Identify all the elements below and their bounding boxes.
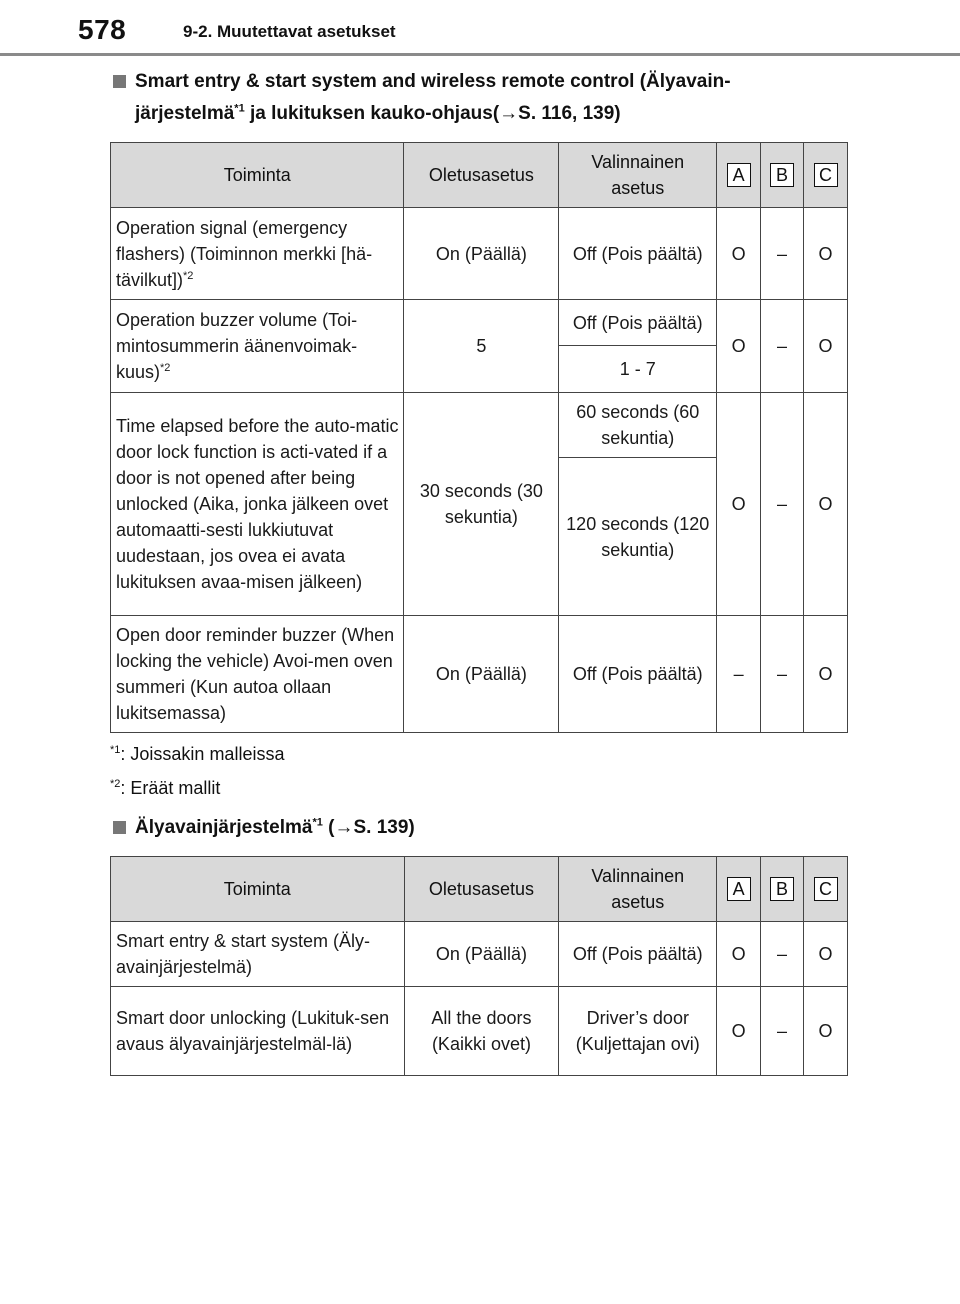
heading2-pre: Älyavainjärjestelmä — [135, 817, 313, 838]
cell-a: – — [717, 616, 761, 733]
footnote-mark: *2 — [110, 778, 121, 790]
cell-function: Open door reminder buzzer (When locking the vehicle) Avoi-men oven summeri (Kun autoa ollaan lukitsemassa) — [111, 616, 404, 733]
table-row — [111, 208, 848, 300]
cell-optional: Off (Pois päältä) — [559, 616, 717, 733]
bullet-square-icon — [113, 75, 126, 88]
label-c: C — [814, 163, 838, 187]
table-row — [111, 616, 848, 733]
cell-optional: 1 - 7 — [559, 346, 717, 393]
footnote-text: : Eräät mallit — [120, 778, 221, 798]
section-title: 9-2. Muutettavat asetukset — [183, 22, 396, 41]
col-header-default: Oletusasetus — [404, 857, 559, 922]
cell-a: O — [717, 300, 761, 393]
function-text: Operation signal (emergency flashers) (Toiminnon merkki [hä-tävilkut]) — [116, 217, 373, 290]
table-row — [111, 393, 848, 458]
cell-c: O — [804, 393, 848, 616]
col-header-function: Toiminta — [111, 857, 405, 922]
cell-b: – — [761, 300, 804, 393]
table-row — [111, 300, 848, 346]
cell-b: – — [761, 616, 804, 733]
cell-c: O — [804, 922, 848, 987]
col-header-function: Toiminta — [111, 143, 404, 208]
cell-default: 5 — [404, 300, 559, 393]
heading-line2-pre: järjestelmä — [135, 103, 235, 124]
heading2-post: (→S. 139) — [322, 817, 415, 838]
col-header-a — [717, 143, 761, 208]
cell-c: O — [804, 987, 848, 1076]
col-header-c — [804, 143, 848, 208]
cell-a: O — [717, 393, 761, 616]
footnote-ref: *2 — [160, 362, 171, 374]
heading-smart-entry — [113, 66, 731, 130]
cell-b: – — [761, 393, 804, 616]
cell-a: O — [717, 208, 761, 300]
col-header-a — [717, 857, 761, 922]
table-row — [111, 987, 848, 1076]
col-header-b — [761, 857, 804, 922]
cell-optional: 120 seconds (120 sekuntia) — [559, 458, 717, 616]
cell-c: O — [804, 208, 848, 300]
cell-a: O — [717, 987, 761, 1076]
footnote-ref: *1 — [234, 102, 245, 115]
footnote-mark: *1 — [110, 744, 121, 756]
cell-b: – — [761, 922, 804, 987]
heading-line2-post: ja lukituksen kauko-ohjaus(→S. 116, 139) — [244, 103, 621, 124]
col-header-b — [761, 143, 804, 208]
cell-function: Smart door unlocking (Lukituk-sen avaus älyavainjärjestelmäl-lä) — [111, 987, 405, 1076]
cell-a: O — [717, 922, 761, 987]
cell-default: On (Päällä) — [404, 922, 559, 987]
footnote-ref: *2 — [183, 269, 194, 282]
function-text: Operation buzzer volume (Toi-mintosummerin äänenvoimak-kuus) — [116, 310, 358, 382]
cell-c: O — [804, 616, 848, 733]
col-header-c — [804, 857, 848, 922]
heading-smart-key — [113, 812, 415, 844]
cell-optional: Off (Pois päältä) — [559, 300, 717, 346]
table-row — [111, 922, 848, 987]
cell-b: – — [761, 208, 804, 300]
label-a: A — [727, 877, 751, 901]
cell-b: – — [761, 987, 804, 1076]
col-header-default: Oletusasetus — [404, 143, 559, 208]
cell-function: Time elapsed before the auto-matic door lock function is acti-vated if a door is not opened after being unlocked (Aika, jonka jälkeen ovet automaatti-sesti lukkiutuvat uudestaan, jos ovea ei avata lukituksen avaa-misen jälkeen) — [111, 393, 404, 616]
heading-line2 — [113, 98, 731, 130]
footnote-ref: *1 — [312, 816, 323, 829]
col-header-optional: Valinnainen asetus — [559, 143, 717, 208]
col-header-optional: Valinnainen asetus — [559, 857, 717, 922]
page-number: 578 — [78, 14, 127, 45]
bullet-square-icon — [113, 821, 126, 834]
cell-default: On (Päällä) — [404, 208, 559, 300]
cell-c: O — [804, 300, 848, 393]
table-header-row — [111, 143, 848, 208]
table-header-row — [111, 857, 848, 922]
footnote-2 — [110, 778, 220, 799]
label-a: A — [727, 163, 751, 187]
cell-optional: Off (Pois päältä) — [559, 922, 717, 987]
cell-default: All the doors (Kaikki ovet) — [404, 987, 559, 1076]
cell-optional: Off (Pois päältä) — [559, 208, 717, 300]
settings-table-2 — [110, 856, 848, 1076]
cell-optional: Driver’s door (Kuljettajan ovi) — [559, 987, 717, 1076]
cell-function — [111, 208, 404, 300]
heading-line1: Smart entry & start system and wireless remote control (Älyavain- — [135, 71, 731, 92]
settings-table-1 — [110, 142, 848, 733]
header-rule — [0, 53, 960, 56]
label-b: B — [770, 163, 794, 187]
cell-optional: 60 seconds (60 sekuntia) — [559, 393, 717, 458]
cell-default: On (Päällä) — [404, 616, 559, 733]
label-c: C — [814, 877, 838, 901]
footnote-1 — [110, 744, 284, 765]
cell-function: Smart entry & start system (Äly-avainjärjestelmä) — [111, 922, 405, 987]
cell-default: 30 seconds (30 sekuntia) — [404, 393, 559, 616]
cell-function — [111, 300, 404, 393]
page-header — [0, 0, 960, 56]
label-b: B — [770, 877, 794, 901]
footnote-text: : Joissakin malleissa — [120, 744, 285, 764]
